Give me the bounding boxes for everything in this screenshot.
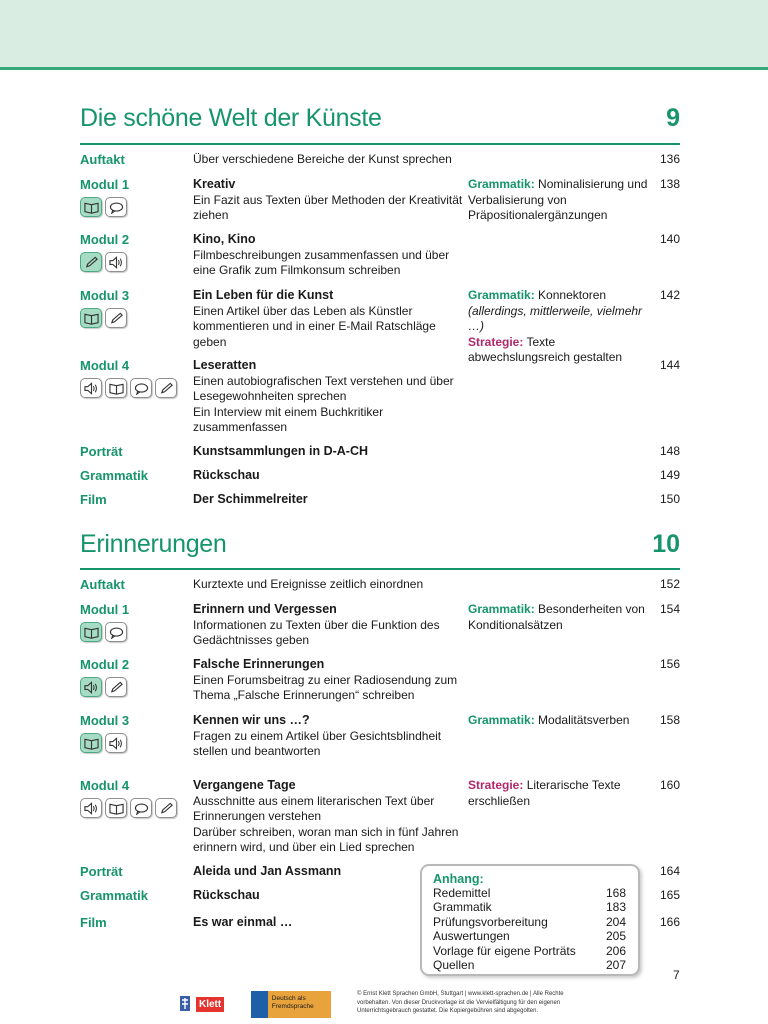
speaker-icon — [105, 252, 127, 272]
book-icon — [105, 798, 127, 818]
appendix-item[interactable] — [433, 915, 628, 929]
row-desc: Filmbeschreibungen zusammenfassen und über eine Grafik zum Filmkonsum schreiben — [193, 247, 450, 277]
speaker-icon — [105, 733, 127, 753]
klett-emblem-icon — [176, 994, 194, 1014]
appendix-item-label: Grammatik — [433, 900, 492, 915]
row-title: Kennen wir uns …? — [193, 713, 310, 727]
strategy-label: Strategie: — [468, 334, 524, 349]
appendix-item[interactable] — [433, 886, 628, 900]
grammar-text: Modalitätsverben — [538, 713, 630, 727]
daf-logo-text: Deutsch als Fremdsprache — [271, 995, 314, 1010]
row-desc: Einen Forumsbeitrag zu einer Radiosendung zum Thema „Falsche Erinnerungen“ schreiben — [193, 672, 458, 702]
skill-icons — [80, 197, 127, 217]
row-page: 148 — [659, 444, 680, 458]
row-title: Rückschau — [193, 888, 260, 902]
row-label: Modul 3 — [80, 713, 130, 728]
row-title: Ein Leben für die Kunst — [193, 288, 334, 302]
appendix-item-label: Auswertungen — [433, 929, 510, 944]
row-label: Modul 1 — [80, 177, 130, 192]
appendix-item-page: 205 — [605, 929, 626, 944]
skill-icons — [80, 733, 127, 753]
row-title: Rückschau — [193, 468, 260, 482]
grammar-label: Grammatik: — [468, 177, 535, 191]
row-desc: Einen Artikel über das Leben als Künstler kommentieren und in einer E-Mail Ratschläge geben — [193, 303, 436, 349]
pencil-icon — [155, 378, 177, 398]
row-desc: Ausschnitte aus einem literarischen Text über Erinnerungen verstehen — [193, 793, 435, 823]
skill-icons — [80, 308, 127, 328]
row-title: Kreativ — [193, 177, 236, 191]
row-page: 165 — [659, 888, 680, 902]
appendix-box — [420, 864, 640, 976]
row-page: 158 — [659, 713, 680, 727]
row-page: 150 — [659, 492, 680, 506]
chapter-divider — [80, 568, 680, 570]
appendix-item-page: 206 — [605, 943, 626, 958]
klett-logo — [176, 992, 232, 1016]
row-desc: Informationen zu Texten über die Funktion des Gedächtnisses geben — [193, 617, 440, 647]
pencil-icon — [105, 677, 127, 697]
row-label: Modul 4 — [80, 778, 130, 793]
row-desc: Einen autobiografischen Text verstehen und über Lesegewohnheiten sprechen — [193, 373, 454, 403]
row-page: 138 — [659, 177, 680, 191]
chapter-number: 10 — [652, 530, 680, 558]
row-label: Porträt — [80, 444, 123, 459]
grammar-text: Konnektoren — [538, 288, 607, 302]
row-label: Modul 3 — [80, 288, 130, 303]
klett-logo-text: Klett — [196, 997, 224, 1012]
appendix-item[interactable] — [433, 958, 628, 972]
appendix-item[interactable] — [433, 929, 628, 943]
row-page: 160 — [659, 778, 680, 792]
chapter-title: Erinnerungen — [80, 530, 227, 558]
row-page: 144 — [659, 358, 680, 372]
grammar-examples: (allerdings, mittlerweile, vielmehr …) — [468, 303, 643, 333]
appendix-item-label: Vorlage für eigene Porträts — [433, 943, 576, 958]
row-page: 140 — [659, 232, 680, 246]
row-desc: Ein Fazit aus Texten über Methoden der Kreativität ziehen — [193, 192, 463, 222]
row-page: 166 — [659, 915, 680, 929]
book-icon — [80, 622, 102, 642]
row-label: Modul 2 — [80, 657, 130, 672]
grammar-text: Besonderheiten von Konditionalsätzen — [468, 602, 645, 632]
book-icon — [105, 378, 127, 398]
row-label: Grammatik — [80, 888, 148, 903]
grammar-text: Nominalisierung und Verbalisierung von Präpositionalergänzungen — [468, 177, 648, 222]
appendix-item-label: Quellen — [433, 958, 475, 973]
skill-icons — [80, 378, 177, 398]
speech-bubble-icon — [130, 378, 152, 398]
skill-icons — [80, 622, 127, 642]
appendix-title: Anhang: — [433, 872, 484, 886]
appendix-item-label: Prüfungsvorbereitung — [433, 914, 548, 929]
speech-bubble-icon — [105, 622, 127, 642]
speech-bubble-icon — [105, 197, 127, 217]
daf-logo-stripe — [251, 991, 268, 1018]
row-title: Aleida und Jan Assmann — [193, 864, 342, 878]
row-title: Leseratten — [193, 358, 257, 372]
appendix-item-page: 207 — [605, 958, 626, 973]
row-title: Falsche Erinnerungen — [193, 657, 325, 671]
row-title: Es war einmal … — [193, 915, 293, 929]
strategy-text: Texte abwechslungsreich gestalten — [468, 334, 623, 364]
row-desc: Fragen zu einem Artikel über Gesichtsblindheit stellen und beantworten — [193, 728, 442, 758]
speaker-icon — [80, 677, 102, 697]
appendix-item[interactable] — [433, 944, 628, 958]
copyright-notice: © Ernst Klett Sprachen GmbH, Stuttgart | www.klett-sprachen.de | Alle Rechte vorbehalten. Von dieser Druckvorlage ist die Vervielfältigung für den eigenen Unterrichtsgebrauch gestattet. Die Kopiergebühren sind abgegolten. — [357, 991, 564, 1014]
speech-bubble-icon — [130, 798, 152, 818]
row-label: Auftakt — [80, 577, 125, 592]
row-label: Porträt — [80, 864, 123, 879]
row-label: Grammatik — [80, 468, 148, 483]
row-title: Kunstsammlungen in D-A-CH — [193, 444, 368, 458]
row-title: Der Schimmelreiter — [193, 492, 308, 506]
row-desc: Über verschiedene Bereiche der Kunst sprechen — [193, 152, 452, 166]
grammar-label: Grammatik: — [468, 288, 535, 302]
row-page: 164 — [659, 864, 680, 878]
row-label: Modul 1 — [80, 602, 130, 617]
book-icon — [80, 197, 102, 217]
grammar-label: Grammatik: — [468, 602, 535, 616]
row-title: Vergangene Tage — [193, 778, 296, 792]
grammar-label: Grammatik: — [468, 713, 535, 727]
row-label: Film — [80, 492, 107, 507]
pencil-icon — [155, 798, 177, 818]
skill-icons — [80, 252, 127, 272]
appendix-item-page: 168 — [605, 886, 626, 900]
page-number: 7 — [673, 968, 680, 982]
row-label: Auftakt — [80, 152, 125, 167]
row-desc-2: Ein Interview mit einem Buchkritiker zusammenfassen — [193, 404, 384, 434]
pencil-icon — [105, 308, 127, 328]
daf-logo — [251, 991, 331, 1018]
row-title: Erinnern und Vergessen — [193, 602, 337, 616]
chapter-number: 9 — [666, 104, 680, 132]
speaker-icon — [80, 378, 102, 398]
book-icon — [80, 308, 102, 328]
row-page: 152 — [659, 577, 680, 591]
row-title: Kino, Kino — [193, 232, 256, 246]
row-desc-2: Darüber schreiben, woran man sich in fünf Jahren erinnern wird, und über ein Lied sprechen — [193, 824, 459, 854]
skill-icons — [80, 677, 127, 697]
skill-icons — [80, 798, 177, 818]
appendix-item-page: 204 — [605, 914, 626, 929]
strategy-label: Strategie: — [468, 778, 524, 792]
header-band — [0, 0, 768, 67]
chapter-title: Die schöne Welt der Künste — [80, 104, 382, 132]
row-page: 136 — [659, 152, 680, 166]
header-rule — [0, 67, 768, 70]
row-label: Modul 4 — [80, 358, 130, 373]
row-page: 154 — [659, 602, 680, 616]
pencil-icon — [80, 252, 102, 272]
row-desc: Kurztexte und Ereignisse zeitlich einordnen — [193, 577, 424, 591]
speaker-icon — [80, 798, 102, 818]
appendix-item-label: Redemittel — [433, 886, 491, 900]
book-icon — [80, 733, 102, 753]
appendix-item-page: 183 — [605, 900, 626, 915]
row-page: 149 — [659, 468, 680, 482]
row-label: Modul 2 — [80, 232, 130, 247]
appendix-item[interactable] — [433, 900, 628, 914]
chapter-divider — [80, 143, 680, 145]
strategy-text: Literarische Texte erschließen — [468, 778, 621, 808]
row-page: 156 — [659, 657, 680, 671]
row-page: 142 — [659, 288, 680, 302]
row-label: Film — [80, 915, 107, 930]
